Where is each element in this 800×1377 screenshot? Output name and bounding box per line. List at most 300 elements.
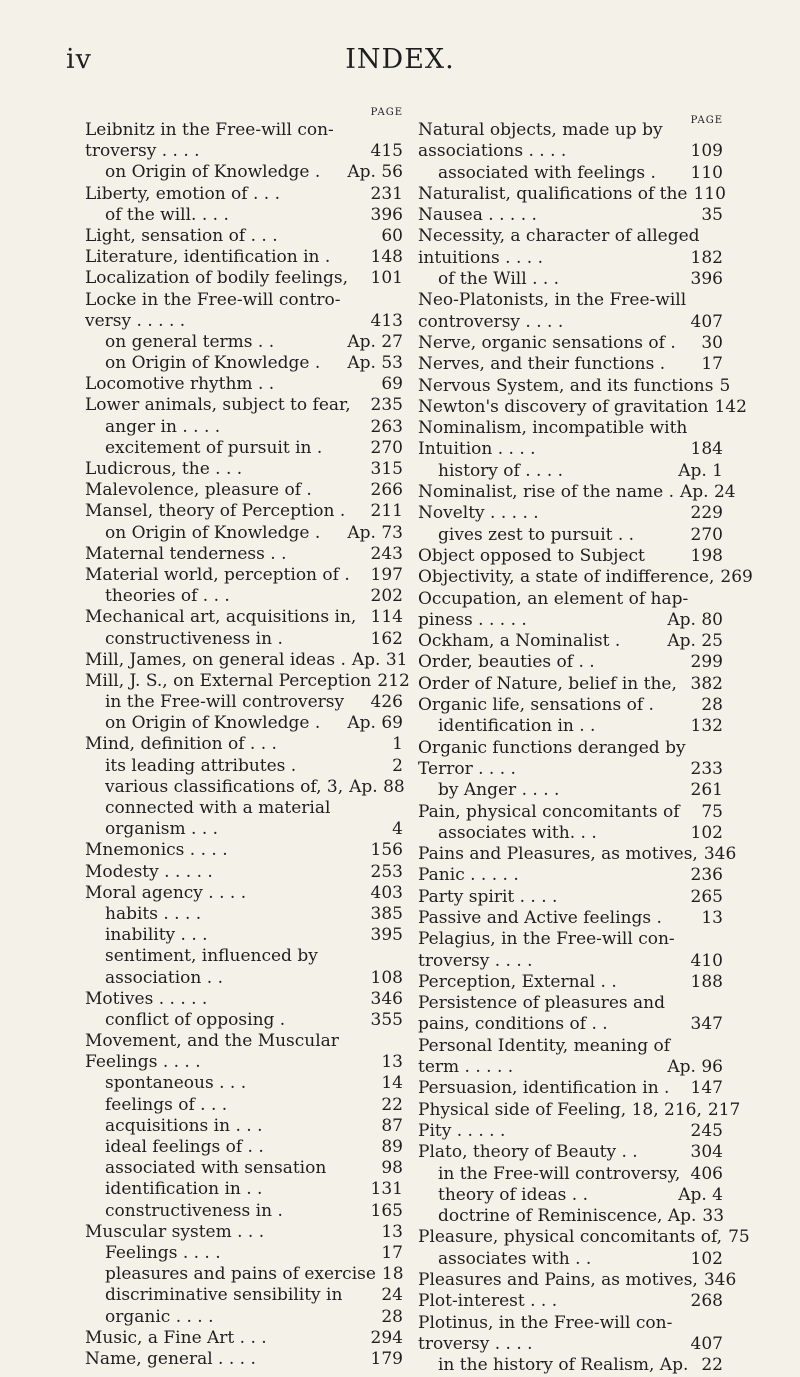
entry-text: in the Free-will controversy, bbox=[438, 1163, 681, 1184]
entry-text: Pleasures and Pains, as motives, bbox=[418, 1270, 698, 1291]
index-entry bbox=[418, 503, 723, 524]
index-entry bbox=[418, 1036, 723, 1057]
index-entry bbox=[85, 713, 403, 734]
entry-text: Material world, perception of . bbox=[85, 564, 350, 585]
entry-page: 109 bbox=[690, 141, 723, 162]
entry-text: Persuasion, identification in . bbox=[418, 1078, 670, 1099]
index-entry bbox=[85, 1031, 403, 1052]
entry-page: 147 bbox=[690, 1078, 723, 1099]
entry-page: 245 bbox=[690, 1120, 723, 1141]
entry-page: 217 bbox=[707, 1099, 741, 1120]
entry-page: 182 bbox=[690, 247, 723, 268]
index-entry bbox=[418, 163, 723, 184]
index-entry bbox=[418, 865, 723, 886]
entry-page bbox=[717, 418, 723, 439]
page-column-label: PAGE bbox=[690, 115, 723, 126]
index-entry bbox=[85, 734, 403, 755]
entry-page: 22 bbox=[701, 1355, 723, 1376]
entry-page: 253 bbox=[370, 861, 403, 882]
entry-page bbox=[397, 290, 403, 311]
entry-text: Maternal tenderness . . bbox=[85, 543, 287, 564]
entry-page: 4 bbox=[392, 819, 403, 840]
entry-text: history of . . . . bbox=[438, 460, 564, 481]
entry-page bbox=[717, 589, 723, 610]
index-entry bbox=[85, 946, 403, 967]
entry-text: Neo-Platonists, in the Free-will bbox=[418, 290, 687, 311]
entry-page: 268 bbox=[690, 1291, 723, 1312]
entry-page: Ap. 69 bbox=[347, 713, 403, 734]
index-entry bbox=[418, 716, 723, 737]
entry-text: associates with. . . bbox=[438, 822, 597, 843]
entry-text: Literature, identification in . bbox=[85, 247, 331, 268]
entry-page: 13 bbox=[381, 1052, 403, 1073]
entry-text: organism . . . bbox=[105, 819, 219, 840]
entry-text: constructiveness in . bbox=[105, 1200, 283, 1221]
entry-page: 211 bbox=[370, 501, 403, 522]
entry-text: ideal feelings of . . bbox=[105, 1137, 264, 1157]
entry-text: Panic . . . . . bbox=[418, 865, 519, 886]
entry-text: on Origin of Knowledge . bbox=[105, 162, 321, 183]
entry-text: its leading attributes . bbox=[105, 755, 297, 776]
entry-page: 407 bbox=[690, 1333, 723, 1354]
index-entry bbox=[418, 823, 723, 844]
entry-text: spontaneous . . . bbox=[105, 1073, 247, 1094]
index-entry bbox=[85, 1285, 403, 1306]
entry-page: 5 bbox=[719, 375, 731, 396]
entry-text: troversy . . . . bbox=[85, 141, 200, 162]
entry-text: Mechanical art, acquisitions in, bbox=[85, 607, 357, 628]
entry-page: 17 bbox=[701, 354, 723, 375]
entry-text: feelings of . . . bbox=[105, 1094, 228, 1115]
index-entry bbox=[418, 439, 723, 460]
entry-page: Ap. 4 bbox=[678, 1184, 723, 1205]
entry-page: 162 bbox=[370, 628, 403, 649]
index-entry bbox=[85, 989, 403, 1010]
index-entry bbox=[418, 1355, 723, 1376]
entry-page: 75 bbox=[728, 1227, 750, 1248]
index-entry bbox=[418, 759, 723, 780]
entry-page: 269 bbox=[720, 567, 753, 588]
entry-text: sentiment, influenced by bbox=[105, 946, 318, 967]
entry-text: Passive and Active feelings . bbox=[418, 907, 662, 928]
entry-text: associations . . . . bbox=[418, 141, 567, 162]
index-entry bbox=[418, 418, 723, 439]
entry-page bbox=[717, 1036, 723, 1057]
entry-text: Order of Nature, belief in the, bbox=[418, 673, 677, 694]
index-column-right bbox=[418, 115, 753, 1377]
entry-page bbox=[717, 1313, 723, 1334]
entry-page: Ap. 24 bbox=[680, 482, 736, 503]
index-entry bbox=[85, 247, 403, 268]
entry-page: Ap. 56 bbox=[347, 162, 403, 183]
entry-text: Ludicrous, the . . . bbox=[85, 459, 243, 479]
page-column-label: PAGE bbox=[370, 107, 403, 118]
entry-page: 87 bbox=[381, 1115, 403, 1136]
index-entry bbox=[418, 120, 723, 141]
entry-text: Organic functions deranged by bbox=[418, 737, 686, 758]
index-entry bbox=[418, 1291, 723, 1312]
entry-text: associated with feelings . bbox=[438, 162, 656, 183]
index-entry bbox=[418, 354, 723, 375]
entry-text: controversy . . . . bbox=[418, 311, 564, 332]
entry-page: 347 bbox=[690, 1014, 723, 1035]
entry-page: 24 bbox=[381, 1285, 403, 1306]
index-entry bbox=[85, 417, 403, 438]
entry-text: Intuition . . . . bbox=[418, 439, 536, 460]
index-entry bbox=[418, 972, 723, 993]
index-entry bbox=[418, 844, 737, 865]
entry-page: 69 bbox=[381, 374, 403, 395]
entry-page bbox=[397, 946, 403, 967]
entry-text: Mill, J. S., on External Perception bbox=[85, 670, 372, 691]
entry-page: 75 bbox=[701, 801, 723, 822]
entry-page: 407 bbox=[690, 311, 723, 332]
entry-text: identification in . . bbox=[438, 716, 596, 737]
entry-page: 202 bbox=[370, 586, 403, 607]
index-entry bbox=[85, 120, 403, 141]
entry-text: Newton's discovery of gravitation bbox=[418, 396, 709, 417]
entry-text: theory of ideas . . bbox=[438, 1184, 588, 1205]
entry-text: theories of . . . bbox=[105, 586, 230, 607]
entry-text: in the Free-will controversy bbox=[105, 692, 345, 713]
index-entry bbox=[85, 205, 403, 226]
entry-page: 233 bbox=[690, 758, 723, 779]
entry-page: 108 bbox=[370, 967, 403, 988]
index-entry bbox=[85, 1201, 403, 1222]
entry-text: Mansel, theory of Perception . bbox=[85, 501, 346, 522]
index-entry bbox=[418, 1185, 723, 1206]
entry-page: 179 bbox=[370, 1348, 403, 1369]
index-entry bbox=[418, 1078, 723, 1099]
entry-text: piness . . . . . bbox=[418, 609, 527, 630]
entry-page: 14 bbox=[381, 1073, 403, 1094]
entry-text: Feelings . . . . bbox=[85, 1052, 201, 1073]
index-entry bbox=[418, 1334, 723, 1355]
index-entry bbox=[418, 1206, 723, 1227]
entry-text: on Origin of Knowledge . bbox=[105, 353, 321, 374]
entry-page: 235 bbox=[370, 395, 403, 416]
entry-text: inability . . . bbox=[105, 925, 208, 946]
index-entry bbox=[418, 205, 723, 226]
entry-text: Order, beauties of . . bbox=[418, 652, 595, 673]
entry-page: 30 bbox=[701, 332, 723, 353]
entry-text: Personal Identity, meaning of bbox=[418, 1035, 671, 1056]
entry-text: conflict of opposing . bbox=[105, 1009, 286, 1030]
index-entry bbox=[418, 993, 723, 1014]
entry-page: 35 bbox=[701, 205, 723, 226]
entry-page: 395 bbox=[370, 925, 403, 946]
entry-page: 346 bbox=[703, 844, 737, 865]
entry-text: Physical side of Feeling, 18, 216, bbox=[418, 1099, 702, 1120]
index-entry bbox=[85, 629, 403, 650]
index-entry bbox=[85, 925, 403, 946]
entry-text: Localization of bodily feelings, bbox=[85, 268, 349, 289]
entry-page: 2 bbox=[392, 755, 403, 776]
entry-page: 294 bbox=[370, 1327, 403, 1348]
entry-text: Motives . . . . . bbox=[85, 988, 208, 1009]
index-entry bbox=[85, 565, 403, 586]
entry-page: 403 bbox=[370, 882, 403, 903]
entry-text: Persistence of pleasures and bbox=[418, 993, 665, 1014]
index-entry bbox=[85, 1349, 403, 1370]
entry-text: Malevolence, pleasure of . bbox=[85, 480, 312, 501]
entry-text: Movement, and the Muscular bbox=[85, 1031, 339, 1052]
entry-page: 60 bbox=[381, 225, 403, 246]
entry-page: 410 bbox=[690, 950, 723, 971]
entry-page: 304 bbox=[690, 1142, 723, 1163]
index-entry bbox=[85, 1052, 403, 1073]
entry-text: habits . . . . bbox=[105, 903, 202, 924]
entry-text: Leibnitz in the Free-will con- bbox=[85, 120, 334, 140]
entry-text: Nerves, and their functions . bbox=[418, 354, 666, 375]
entry-page: 13 bbox=[701, 907, 723, 928]
entry-text: pains, conditions of . . bbox=[418, 1014, 608, 1035]
entry-text: by Anger . . . . bbox=[438, 780, 560, 801]
entry-text: Lower animals, subject to fear, bbox=[85, 395, 351, 416]
entry-text: constructiveness in . bbox=[105, 628, 283, 649]
entry-page: 22 bbox=[381, 1094, 403, 1115]
entry-page: 188 bbox=[690, 971, 723, 992]
index-entry bbox=[85, 353, 403, 374]
index-entry bbox=[85, 523, 403, 544]
entry-text: Nominalist, rise of the name . bbox=[418, 482, 674, 503]
entry-text: associated with sensation bbox=[105, 1158, 327, 1179]
entry-text: versy . . . . . bbox=[85, 310, 186, 331]
entry-page: 396 bbox=[690, 269, 723, 290]
entry-page: 33 bbox=[702, 1206, 725, 1227]
entry-text: associates with . . bbox=[438, 1248, 592, 1269]
index-entry bbox=[85, 374, 403, 395]
index-entry bbox=[85, 311, 403, 332]
entry-text: Music, a Fine Art . . . bbox=[85, 1327, 267, 1348]
index-entry bbox=[418, 738, 723, 759]
entry-text: Objectivity, a state of indifference, bbox=[418, 567, 715, 588]
entry-text: of the Will . . . bbox=[438, 269, 560, 290]
page-numeral: iv bbox=[66, 44, 92, 75]
index-entry bbox=[85, 141, 403, 162]
entry-page: 299 bbox=[690, 652, 723, 673]
entry-page: 236 bbox=[690, 865, 723, 886]
index-entry bbox=[418, 887, 723, 908]
index-entry bbox=[85, 395, 403, 416]
entry-page: 102 bbox=[690, 1248, 723, 1269]
entry-page bbox=[397, 1031, 403, 1052]
entry-text: Naturalist, qualifications of the bbox=[418, 183, 688, 204]
entry-text: term . . . . . bbox=[418, 1057, 514, 1078]
entry-page: Ap. 73 bbox=[347, 522, 403, 543]
entry-page: 396 bbox=[370, 204, 403, 225]
entry-page: 18 bbox=[381, 1264, 404, 1285]
index-column-left bbox=[85, 106, 410, 1370]
entry-text: Novelty . . . . . bbox=[418, 503, 539, 524]
entry-page: 17 bbox=[381, 1242, 403, 1263]
index-entry bbox=[418, 589, 723, 610]
entry-text: Natural objects, made up by bbox=[418, 120, 663, 140]
index-entry bbox=[418, 567, 753, 588]
entry-text: Muscular system . . . bbox=[85, 1221, 265, 1242]
index-entry bbox=[85, 1073, 403, 1094]
entry-text: Object opposed to Subject bbox=[418, 545, 645, 566]
entry-text: Necessity, a character of alleged bbox=[418, 226, 700, 247]
entry-page: 198 bbox=[690, 545, 723, 566]
index-entry bbox=[85, 438, 403, 459]
index-entry bbox=[418, 1121, 723, 1142]
entry-text: Perception, External . . bbox=[418, 971, 617, 992]
index-entry bbox=[85, 819, 403, 840]
entry-text: Terror . . . . bbox=[418, 758, 516, 779]
entry-text: Light, sensation of . . . bbox=[85, 225, 278, 246]
index-entry bbox=[418, 546, 723, 567]
index-entry bbox=[85, 904, 403, 925]
index-entry bbox=[85, 968, 403, 989]
entry-text: Feelings . . . . bbox=[105, 1242, 221, 1263]
index-entry bbox=[418, 631, 723, 652]
index-entry bbox=[418, 396, 747, 418]
entry-page: 382 bbox=[690, 673, 723, 694]
index-entry bbox=[418, 461, 723, 482]
entry-page: 98 bbox=[381, 1158, 403, 1179]
entry-page: 426 bbox=[370, 692, 403, 713]
entry-page: 114 bbox=[370, 607, 403, 628]
entry-page: 13 bbox=[381, 1221, 403, 1242]
entry-page: 229 bbox=[690, 503, 723, 524]
entry-page: Ap. 25 bbox=[667, 631, 723, 652]
entry-page: 346 bbox=[370, 988, 403, 1009]
index-entry bbox=[418, 1057, 723, 1078]
index-entry bbox=[85, 607, 403, 628]
index-entry bbox=[85, 226, 403, 247]
entry-text: Pains and Pleasures, as motives, bbox=[418, 844, 698, 865]
entry-page: 89 bbox=[381, 1137, 403, 1157]
entry-text: identification in . . bbox=[105, 1179, 263, 1200]
index-entry bbox=[85, 862, 403, 883]
entry-text: of the will. . . . bbox=[105, 204, 229, 225]
entry-page: Ap. 53 bbox=[347, 353, 403, 374]
entry-text: on Origin of Knowledge . bbox=[105, 522, 321, 543]
entry-page: 132 bbox=[690, 716, 723, 737]
entry-page: 101 bbox=[370, 268, 403, 289]
index-entry bbox=[418, 610, 723, 631]
entry-text: Plato, theory of Beauty . . bbox=[418, 1142, 638, 1163]
entry-page: 413 bbox=[370, 310, 403, 331]
entry-page: Ap. 96 bbox=[667, 1057, 723, 1078]
entry-page: 165 bbox=[370, 1200, 403, 1221]
entry-text: on Origin of Knowledge . bbox=[105, 713, 321, 734]
index-entry bbox=[85, 1010, 403, 1031]
entry-text: intuitions . . . . bbox=[418, 247, 544, 268]
index-entry bbox=[85, 1137, 403, 1158]
index-entry bbox=[85, 1264, 403, 1285]
entry-page: 110 bbox=[693, 183, 726, 204]
index-entry bbox=[418, 141, 723, 162]
entry-page bbox=[397, 120, 403, 141]
entry-list-right bbox=[418, 120, 753, 1377]
entry-page: 1 bbox=[392, 734, 403, 755]
index-entry bbox=[85, 1095, 403, 1116]
index-entry bbox=[85, 777, 403, 798]
entry-text: Locomotive rhythm . . bbox=[85, 374, 275, 395]
entry-text: Plotinus, in the Free-will con- bbox=[418, 1312, 673, 1333]
index-entry bbox=[85, 1307, 403, 1328]
entry-page: 28 bbox=[701, 695, 723, 716]
index-entry bbox=[418, 333, 723, 354]
entry-page: 131 bbox=[370, 1179, 403, 1200]
index-entry bbox=[85, 756, 403, 777]
index-entry bbox=[418, 1313, 723, 1334]
entry-text: troversy . . . . bbox=[418, 950, 533, 971]
entry-text: Name, general . . . . bbox=[85, 1348, 256, 1369]
entry-text: discriminative sensibility in bbox=[105, 1285, 343, 1306]
entry-page: 406 bbox=[690, 1163, 723, 1184]
entry-text: Ockham, a Nominalist . bbox=[418, 631, 621, 652]
index-entry bbox=[85, 692, 403, 713]
entry-page: 270 bbox=[370, 437, 403, 458]
index-entry bbox=[418, 312, 723, 333]
entry-page: 243 bbox=[370, 543, 403, 564]
entry-text: Organic life, sensations of . bbox=[418, 695, 654, 716]
index-entry bbox=[85, 544, 403, 565]
entry-page: 148 bbox=[370, 247, 403, 268]
index-entry bbox=[85, 1158, 403, 1179]
index-entry bbox=[418, 652, 723, 673]
index-entry bbox=[85, 184, 403, 205]
index-entry bbox=[85, 1328, 403, 1349]
entry-text: Mill, James, on general ideas . bbox=[85, 649, 346, 670]
index-entry bbox=[418, 1142, 723, 1163]
entry-text: gives zest to pursuit . . bbox=[438, 524, 635, 545]
index-entry bbox=[418, 290, 723, 311]
entry-page: 263 bbox=[370, 416, 403, 437]
entry-text: association . . bbox=[105, 967, 223, 988]
entry-page: 355 bbox=[370, 1009, 403, 1030]
entry-page: 28 bbox=[381, 1306, 403, 1327]
index-entry bbox=[85, 290, 403, 311]
entry-text: organic . . . . bbox=[105, 1306, 214, 1327]
entry-page bbox=[397, 798, 403, 819]
entry-page bbox=[717, 226, 723, 247]
entry-page: 212 bbox=[377, 670, 410, 691]
entry-page: 197 bbox=[370, 564, 403, 585]
entry-text: Nausea . . . . . bbox=[418, 205, 537, 226]
index-entry bbox=[85, 586, 403, 607]
index-entry bbox=[418, 802, 723, 823]
index-entry bbox=[85, 1179, 403, 1200]
entry-page: 102 bbox=[690, 822, 723, 843]
index-entry bbox=[85, 1222, 403, 1243]
entry-text: Nervous System, and its functions bbox=[418, 375, 714, 396]
entry-text: Pain, physical concomitants of bbox=[418, 801, 680, 822]
entry-text: Party spirit . . . . bbox=[418, 886, 558, 907]
entry-text: Modesty . . . . . bbox=[85, 861, 213, 882]
entry-text: doctrine of Reminiscence, Ap. bbox=[438, 1206, 697, 1227]
entry-text: Liberty, emotion of . . . bbox=[85, 183, 281, 204]
entry-page: 415 bbox=[370, 141, 403, 162]
index-entry bbox=[418, 695, 723, 716]
entry-page: Ap. 80 bbox=[667, 609, 723, 630]
index-entry bbox=[85, 649, 408, 671]
entry-text: Nerve, organic sensations of . bbox=[418, 332, 676, 353]
entry-page: Ap. 27 bbox=[347, 331, 403, 352]
index-entry bbox=[85, 1243, 403, 1264]
index-entry bbox=[418, 525, 723, 546]
entry-text: on general terms . . bbox=[105, 331, 275, 352]
entry-text: Pelagius, in the Free-will con- bbox=[418, 929, 675, 950]
entry-text: troversy . . . . bbox=[418, 1333, 533, 1354]
entry-page: Ap. 88 bbox=[349, 776, 405, 797]
index-entry bbox=[418, 482, 736, 503]
index-entry bbox=[85, 501, 403, 522]
entry-page bbox=[717, 738, 723, 759]
